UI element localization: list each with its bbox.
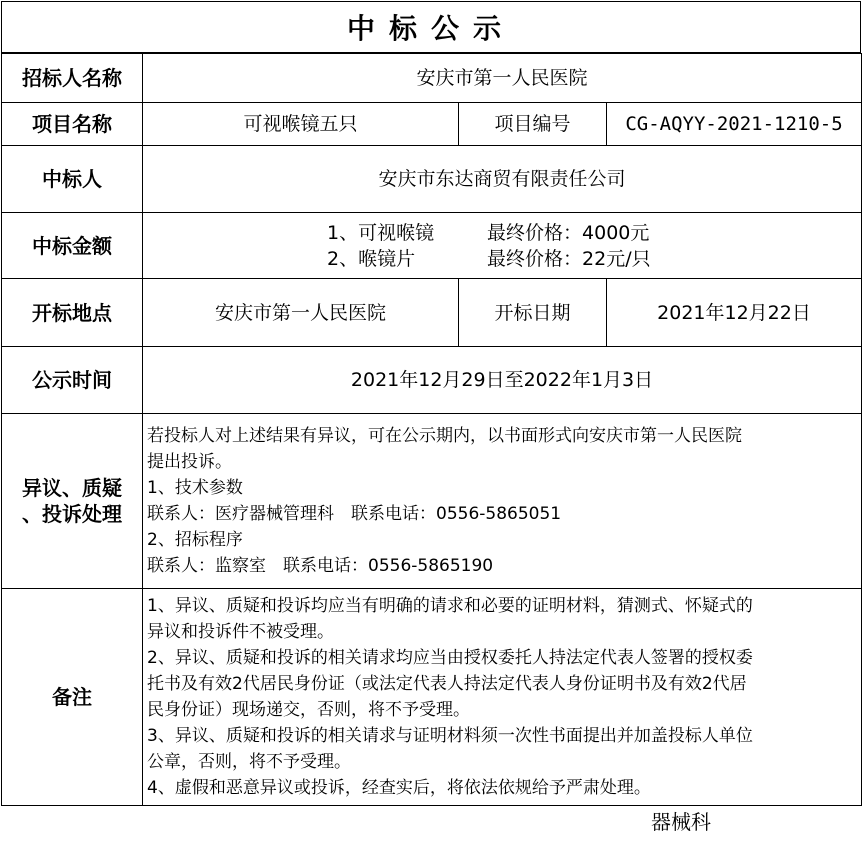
period-label: 公示时间 (2, 347, 143, 414)
row-remarks (2, 589, 862, 806)
row-winner (2, 146, 862, 213)
tenderer-label: 招标人名称 (2, 54, 143, 103)
objection-label (2, 414, 143, 589)
remark-line: 民身份证）现场递交，否则，将不予受理。 (147, 700, 470, 720)
objection-line: 提出投诉。 (147, 452, 232, 472)
opening-place-label: 开标地点 (2, 279, 143, 347)
remarks-label: 备注 (2, 589, 143, 806)
opening-place-value: 安庆市第一人民医院 (143, 279, 459, 347)
page-title: 中标公示 (1, 1, 861, 53)
row-opening (2, 279, 862, 347)
objection-content (143, 414, 862, 589)
notice-table (1, 53, 862, 806)
amount-item-row (143, 220, 861, 246)
opening-date-value: 2021年12月22日 (607, 279, 862, 347)
amount-label: 中标金额 (2, 213, 143, 279)
remark-line: 托书及有效2代居民身份证（或法定代表人持法定代表人身份证明书及有效2代居 (147, 674, 747, 694)
remark-line: 公章，否则，将不予受理。 (147, 752, 351, 772)
tenderer-value: 安庆市第一人民医院 (143, 54, 862, 103)
project-name-label: 项目名称 (2, 103, 143, 146)
row-objection (2, 414, 862, 589)
objection-line: 若投标人对上述结果有异议，可在公示期内，以书面形式向安庆市第一人民医院 (147, 426, 742, 446)
row-amount (2, 213, 862, 279)
opening-date-label: 开标日期 (459, 279, 607, 347)
project-number-value: CG-AQYY-2021-1210-5 (607, 103, 862, 146)
row-period (2, 347, 862, 414)
period-value: 2021年12月29日至2022年1月3日 (143, 347, 862, 414)
objection-line: 联系人：监察室 联系电话：0556-5865190 (147, 556, 494, 576)
winner-label: 中标人 (2, 146, 143, 213)
amount-item-row (143, 246, 861, 272)
amount-value (143, 213, 862, 279)
project-number-label: 项目编号 (459, 103, 607, 146)
issuer-department: 器械科 (651, 810, 711, 834)
remark-line: 3、异议、质疑和投诉的相关请求与证明材料须一次性书面提出并加盖投标人单位 (147, 726, 753, 746)
objection-label-line: 、投诉处理 (22, 502, 122, 526)
amount-item-name: 2、喉镜片 (327, 247, 416, 270)
objection-line: 1、技术参数 (147, 478, 243, 498)
row-tenderer (2, 54, 862, 103)
objection-line: 2、招标程序 (147, 530, 243, 550)
project-name-value: 可视喉镜五只 (143, 103, 459, 146)
remark-line: 1、异议、质疑和投诉均应当有明确的请求和必要的证明材料，猜测式、怀疑式的 (147, 596, 753, 616)
remarks-content (143, 589, 862, 806)
amount-item-price: 最终价格：22元/只 (487, 247, 651, 270)
amount-item-name: 1、可视喉镜 (327, 221, 435, 244)
objection-label-line: 异议、质疑 (22, 476, 122, 500)
amount-item-price: 最终价格：4000元 (487, 221, 650, 244)
remark-line: 4、虚假和恶意异议或投诉，经查实后，将依法依规给予严肃处理。 (147, 778, 651, 798)
winner-value: 安庆市东达商贸有限责任公司 (143, 146, 862, 213)
remark-line: 2、异议、质疑和投诉的相关请求均应当由授权委托人持法定代表人签署的授权委 (147, 648, 753, 668)
row-project (2, 103, 862, 146)
remark-line: 异议和投诉件不被受理。 (147, 622, 334, 642)
objection-line: 联系人：医疗器械管理科 联系电话：0556-5865051 (147, 504, 562, 524)
